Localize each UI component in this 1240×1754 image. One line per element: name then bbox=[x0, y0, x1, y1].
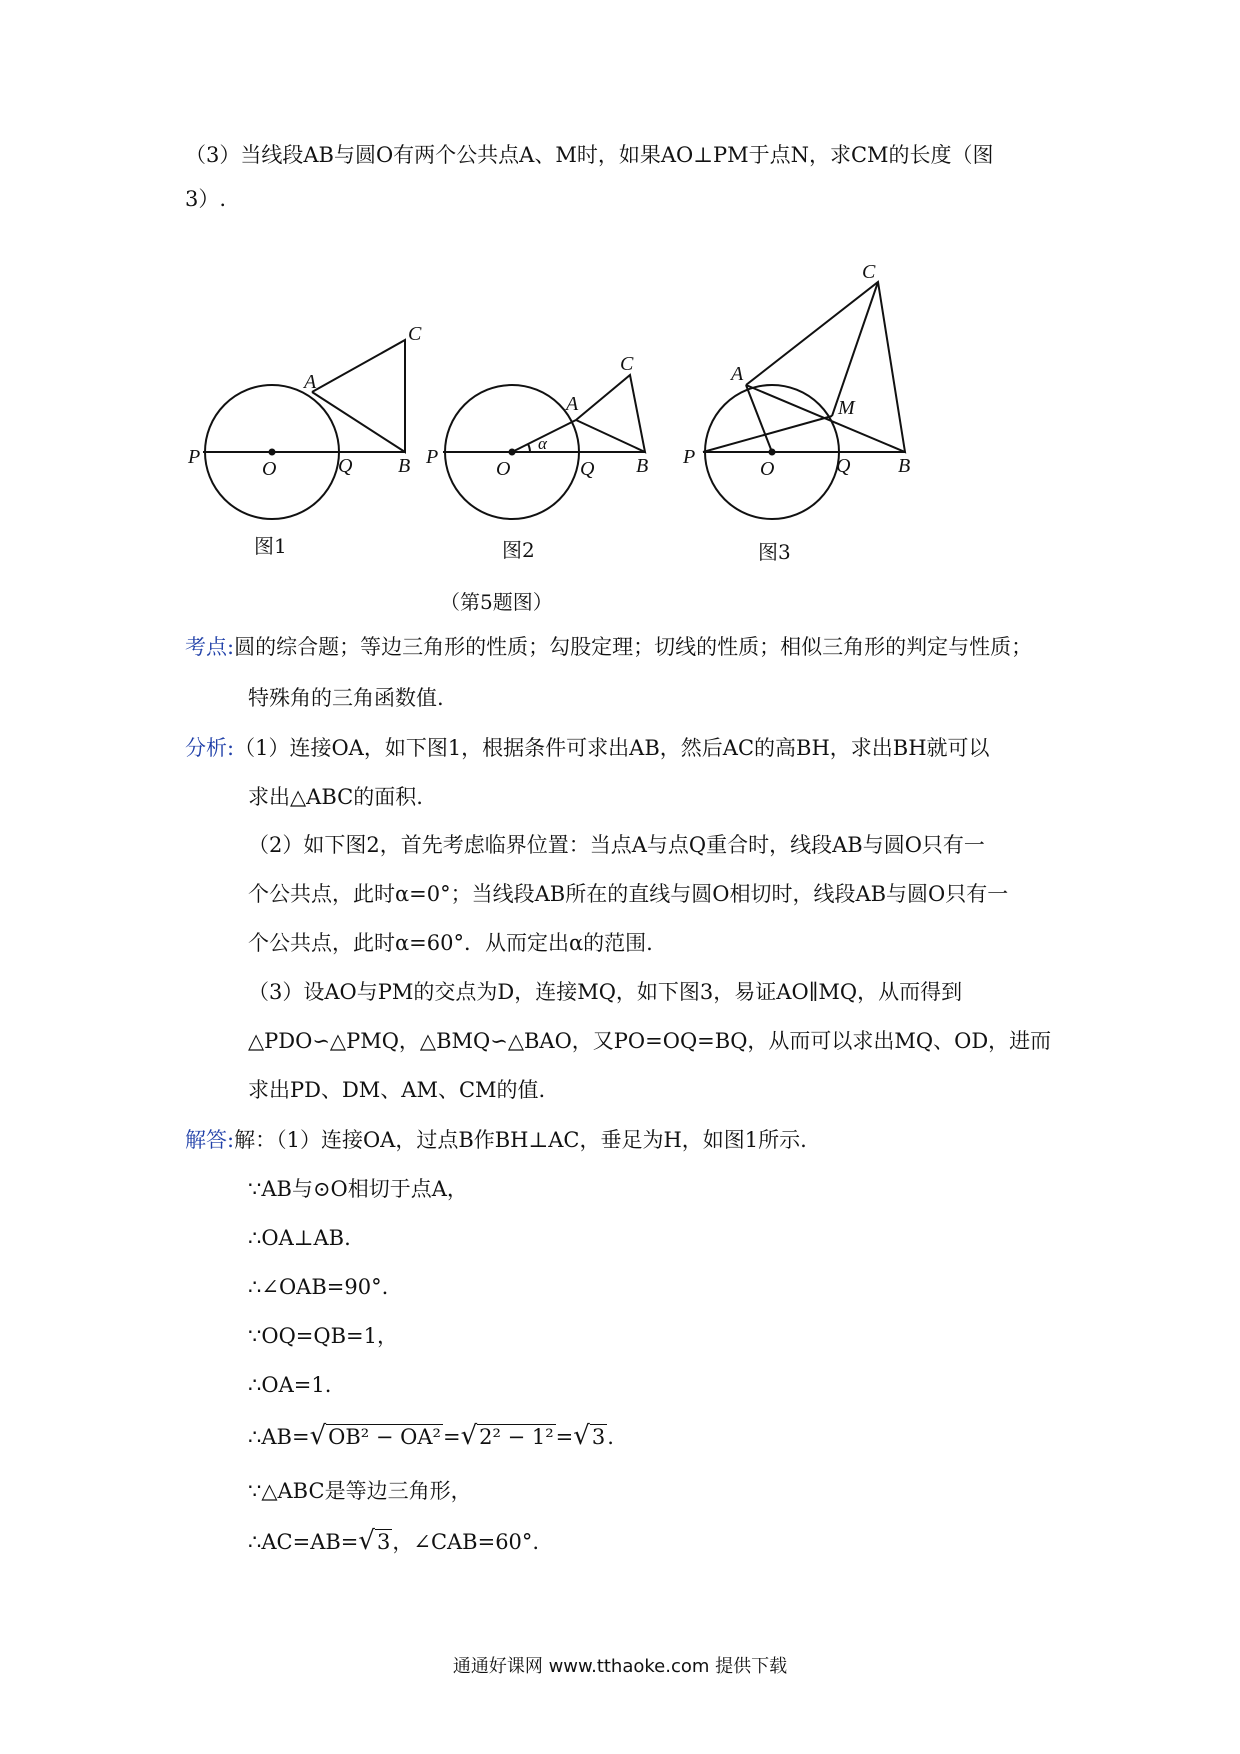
fig3-label-p: P bbox=[683, 446, 696, 468]
problem-line-2: 3）. bbox=[185, 187, 227, 211]
fenxi-row-3: （2）如下图2，首先考虑临界位置：当点A与点Q重合时，线段AB与圆O只有一 bbox=[248, 833, 985, 857]
fig3-caption: 图3 bbox=[758, 540, 791, 564]
kaodian-text-1: 圆的综合题；等边三角形的性质；勾股定理；切线的性质；相似三角形的判定与性质； bbox=[234, 635, 1033, 659]
radicand-4: 3 bbox=[376, 1530, 391, 1554]
figure-caption: （第5题图） bbox=[440, 590, 553, 614]
fig3-line-mc bbox=[832, 282, 878, 416]
equals-2: = bbox=[555, 1425, 574, 1449]
fig2-label-a: A bbox=[566, 393, 579, 415]
fig3-center-dot bbox=[769, 449, 776, 456]
problem-line-1: （3）当线段AB与圆O有两个公共点A、M时，如果AO⊥PM于点N，求CM的长度（图 bbox=[185, 143, 994, 167]
fenxi-row-2: 求出△ABC的面积. bbox=[248, 785, 423, 809]
fenxi-row-1 bbox=[185, 733, 990, 763]
fig1-label-c: C bbox=[408, 323, 422, 345]
jieda-row-7: ∴AB=√OB² − OA²=√2² − 1²=√3. bbox=[248, 1421, 614, 1451]
jieda-text-1: 解：（1）连接OA，过点B作BH⊥AC，垂足为H，如图1所示. bbox=[234, 1128, 807, 1152]
fig3-line-pm bbox=[703, 416, 832, 452]
jieda-row-5: ∵OQ=QB=1， bbox=[248, 1324, 398, 1348]
kaodian-label: 考点: bbox=[185, 635, 235, 659]
ac-prefix: ∴AC=AB= bbox=[248, 1530, 359, 1554]
radicand-3: 3 bbox=[591, 1425, 606, 1449]
fig1-label-p: P bbox=[188, 446, 201, 468]
jieda-row-6: ∴OA=1. bbox=[248, 1373, 332, 1397]
fig2-angle-arc bbox=[528, 444, 530, 452]
fig2-caption: 图2 bbox=[502, 538, 535, 562]
fenxi-label: 分析: bbox=[185, 736, 235, 760]
ab-prefix: ∴AB= bbox=[248, 1425, 310, 1449]
jieda-row-2: ∵AB与⊙O相切于点A， bbox=[248, 1177, 468, 1201]
fig2-label-alpha: α bbox=[538, 434, 547, 453]
fig2-center-dot bbox=[509, 449, 516, 456]
kaodian-row-1 bbox=[185, 632, 1032, 662]
fig1-center-dot bbox=[269, 449, 276, 456]
fig3-triangle bbox=[746, 282, 905, 452]
equals-1: = bbox=[442, 1425, 461, 1449]
fig2-label-o: O bbox=[496, 458, 511, 480]
jieda-row-8: ∵△ABC是等边三角形， bbox=[248, 1479, 472, 1503]
radicand-2: 2² − 1² bbox=[479, 1425, 554, 1449]
fig3-label-o: O bbox=[760, 458, 775, 480]
ac-suffix: ，∠CAB=60°. bbox=[392, 1530, 540, 1554]
jieda-label: 解答: bbox=[185, 1128, 235, 1152]
fig2-label-b: B bbox=[636, 455, 649, 477]
fig1-label-q: Q bbox=[338, 455, 353, 477]
geometry-figures bbox=[0, 0, 1240, 560]
fig3-label-c: C bbox=[862, 261, 876, 283]
jieda-row-3: ∴OA⊥AB. bbox=[248, 1226, 351, 1250]
fig2-label-c: C bbox=[620, 353, 634, 375]
fenxi-text-1: （1）连接OA，如下图1，根据条件可求出AB，然后AC的高BH，求出BH就可以 bbox=[234, 736, 990, 760]
fig1-label-b: B bbox=[398, 455, 411, 477]
fig3-label-b: B bbox=[898, 455, 911, 477]
radicand-1: OB² − OA² bbox=[328, 1425, 441, 1449]
fig2-label-p: P bbox=[426, 446, 439, 468]
fenxi-row-6: （3）设AO与PM的交点为D，连接MQ，如下图3，易证AO∥MQ，从而得到 bbox=[248, 980, 963, 1004]
fenxi-row-8: 求出PD、DM、AM、CM的值. bbox=[248, 1078, 546, 1102]
fenxi-row-5: 个公共点，此时α=60°．从而定出α的范围. bbox=[248, 931, 653, 955]
footer: 通通好课网 www.tthaoke.com 提供下载 bbox=[452, 1656, 788, 1677]
fig1-label-a: A bbox=[304, 371, 317, 393]
fig3-label-m: M bbox=[838, 397, 855, 419]
fenxi-row-4: 个公共点，此时α=0°；当线段AB所在的直线与圆O相切时，线段AB与圆O只有一 bbox=[248, 882, 1009, 906]
jieda-row-1 bbox=[185, 1125, 807, 1155]
fig2-label-q: Q bbox=[580, 458, 595, 480]
fig3-label-q: Q bbox=[836, 455, 851, 477]
fenxi-row-7: △PDO∽△PMQ，△BMQ∽△BAO，又PO=OQ=BQ，从而可以求出MQ、OD，进而 bbox=[248, 1029, 1052, 1053]
jieda-row-9: ∴AC=AB=√3，∠CAB=60°. bbox=[248, 1526, 540, 1556]
kaodian-row-2: 特殊角的三角函数值. bbox=[248, 686, 444, 710]
fig1-triangle bbox=[312, 340, 405, 452]
fig2-triangle bbox=[576, 375, 645, 452]
fig1-label-o: O bbox=[262, 458, 277, 480]
jieda-row-4: ∴∠OAB=90°. bbox=[248, 1275, 389, 1299]
fig3-label-a: A bbox=[731, 363, 744, 385]
end-dot: . bbox=[607, 1425, 614, 1449]
fig1-caption: 图1 bbox=[254, 534, 287, 558]
